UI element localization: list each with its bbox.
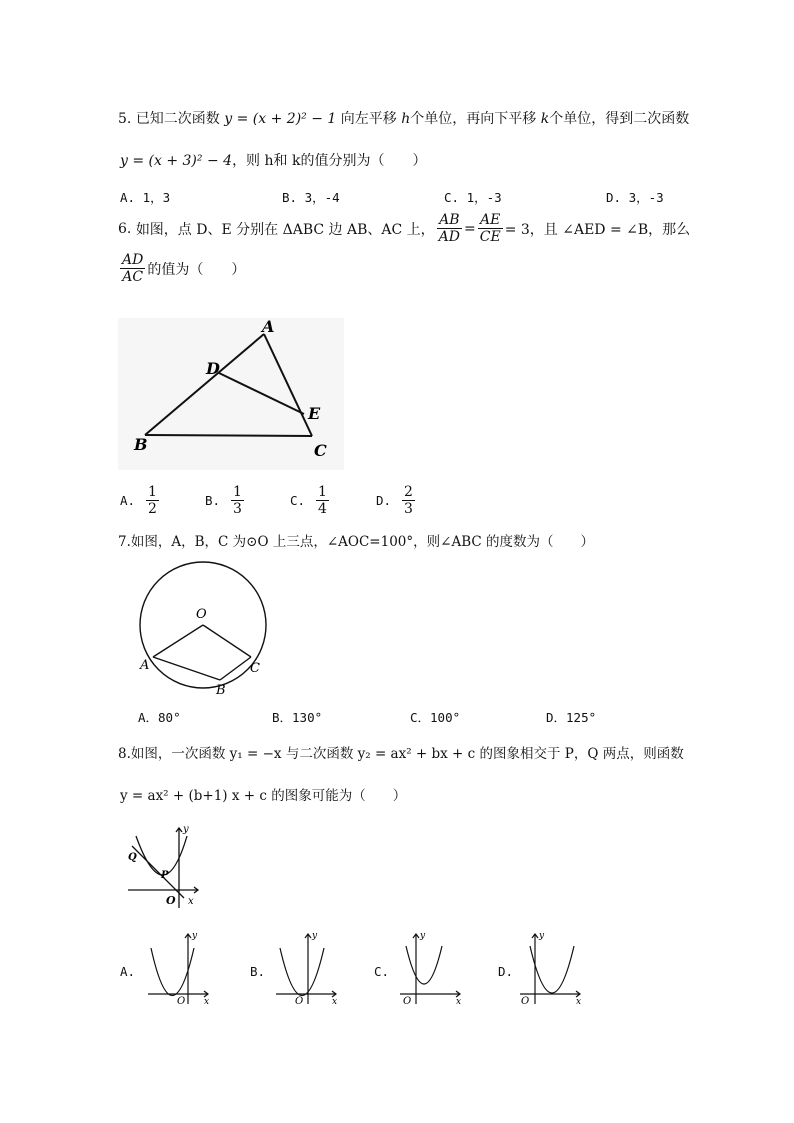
q6-text2: 的值为（ ） bbox=[147, 261, 246, 278]
q8-option-a-graph[interactable] bbox=[146, 928, 216, 1008]
q5-k: k bbox=[540, 111, 550, 127]
q7-question: 7.如图，A，B，C 为⊙O 上三点，∠AOC=100°，则∠ABC 的度数为（ ） bbox=[118, 534, 594, 550]
q8-label-o: O bbox=[166, 894, 176, 907]
q8-d-label-y: y bbox=[539, 931, 545, 941]
q6-side-bc bbox=[145, 435, 312, 436]
q8-label-x: x bbox=[188, 896, 194, 907]
q6-option-d[interactable]: D. $\frac{2}{3}$ bbox=[376, 484, 413, 518]
q8-c-label-o: O bbox=[403, 996, 412, 1007]
q8-option-d-graph[interactable] bbox=[518, 928, 588, 1008]
q7-option-b[interactable]: B．130° bbox=[272, 710, 323, 725]
q5-func1: y = (x + 2)² − 1 bbox=[224, 111, 337, 127]
q5-line1 bbox=[118, 108, 689, 128]
q5-option-b[interactable]: B. 3，-4 bbox=[282, 190, 340, 205]
q6-number: 6. bbox=[118, 220, 132, 237]
q8-c-label-x: x bbox=[456, 997, 462, 1007]
q5-option-c[interactable]: C. 1，-3 bbox=[444, 190, 502, 205]
q8-label-q: Q bbox=[128, 852, 137, 863]
q6-text1: 如图，点 D、E 分别在 ΔABC 边 AB、AC 上， bbox=[135, 221, 435, 238]
q7-chord-bc bbox=[220, 657, 251, 680]
q7-chord-ab bbox=[153, 657, 220, 680]
q6-line2 bbox=[118, 252, 245, 285]
q6-option-a[interactable]: A. $\frac{1}{2}$ bbox=[120, 484, 157, 518]
q8-b-parabola bbox=[280, 948, 324, 996]
q7-radius-oa bbox=[153, 625, 203, 657]
q8-option-b-graph[interactable] bbox=[274, 928, 344, 1008]
q8-a-label-y: y bbox=[192, 931, 198, 941]
q8-main-graph bbox=[124, 822, 204, 910]
q8-b-label-y: y bbox=[312, 931, 318, 941]
q8-c-parabola bbox=[406, 946, 442, 984]
q6-triangle-figure bbox=[118, 318, 344, 470]
q6-label-c: C bbox=[314, 441, 327, 460]
q6-option-c[interactable]: C. $\frac{1}{4}$ bbox=[290, 484, 327, 518]
q5-intro: 已知二次函数 bbox=[135, 111, 220, 127]
q6-label-a: A bbox=[262, 318, 275, 336]
q7-circle-figure bbox=[132, 554, 274, 700]
q7-option-a[interactable]: A．80° bbox=[138, 710, 181, 725]
q7-label-c: C bbox=[250, 661, 260, 676]
q8-option-d-label[interactable]: D. bbox=[498, 964, 514, 979]
q6-frac-ad-ac: $\frac{AD}{AC}$ bbox=[122, 252, 144, 286]
q5-shift-left: 向左平移 bbox=[340, 111, 397, 127]
q5-h: h bbox=[401, 111, 411, 127]
q5-unit-get: 个单位，得到二次函数 bbox=[549, 111, 690, 127]
q5-option-a[interactable]: A. 1，3 bbox=[120, 190, 171, 205]
q7-radius-oc bbox=[203, 625, 251, 657]
q6-label-e: E bbox=[308, 404, 321, 423]
q8-label-p: P bbox=[161, 870, 169, 881]
q8-d-parabola bbox=[530, 946, 574, 993]
q8-a-label-o: O bbox=[177, 996, 186, 1007]
q5-ask: ，则 h和 k的值分别为（ ） bbox=[232, 153, 427, 169]
q5-number: 5. bbox=[118, 111, 132, 127]
q8-line1: 8.如图，一次函数 y₁ = −x 与二次函数 y₂ = ax² + bx + c 的图象相交于 P，Q 两点，则函数 bbox=[118, 746, 684, 762]
q6-eq: = bbox=[464, 220, 476, 237]
q5-func2: y = (x + 3)² − 4 bbox=[120, 153, 233, 169]
q6-label-d: D bbox=[206, 359, 220, 378]
q7-label-b: B bbox=[216, 683, 226, 698]
q8-line2: y = ax² + (b+1) x + c 的图象可能为（ ） bbox=[120, 788, 407, 804]
q5-line2 bbox=[120, 150, 426, 170]
q7-label-a: A bbox=[140, 658, 150, 673]
q5-option-d[interactable]: D. 3，-3 bbox=[606, 190, 664, 205]
q8-option-c-graph[interactable] bbox=[398, 928, 468, 1008]
q8-d-label-x: x bbox=[576, 997, 582, 1007]
q8-option-c-label[interactable]: C. bbox=[374, 964, 390, 979]
q6-figure-bg bbox=[118, 318, 344, 470]
q6-option-b[interactable]: B. $\frac{1}{3}$ bbox=[205, 484, 242, 518]
q7-label-o: O bbox=[196, 607, 207, 622]
q7-option-c[interactable]: C．100° bbox=[410, 710, 461, 725]
q8-b-label-x: x bbox=[332, 997, 338, 1007]
q7-option-d[interactable]: D．125° bbox=[546, 710, 597, 725]
q6-label-b: B bbox=[134, 435, 148, 454]
q5-unit-then-down: 个单位，再向下平移 bbox=[410, 111, 537, 127]
q8-option-a-label[interactable]: A. bbox=[120, 964, 136, 979]
q6-line1 bbox=[118, 212, 690, 245]
q8-option-b-label[interactable]: B. bbox=[250, 964, 266, 979]
q8-label-y: y bbox=[183, 824, 189, 835]
q8-b-label-o: O bbox=[295, 996, 304, 1007]
q6-frac-ab-ad: $\frac{AB}{AD}$ bbox=[438, 212, 461, 246]
q6-eq3: = 3，且 ∠AED = ∠B，那么 bbox=[504, 221, 691, 238]
q8-a-label-x: x bbox=[204, 997, 210, 1007]
q8-d-label-o: O bbox=[521, 996, 530, 1007]
q6-frac-ae-ce: $\frac{AE}{CE}$ bbox=[479, 212, 501, 246]
q8-c-label-y: y bbox=[420, 931, 426, 941]
